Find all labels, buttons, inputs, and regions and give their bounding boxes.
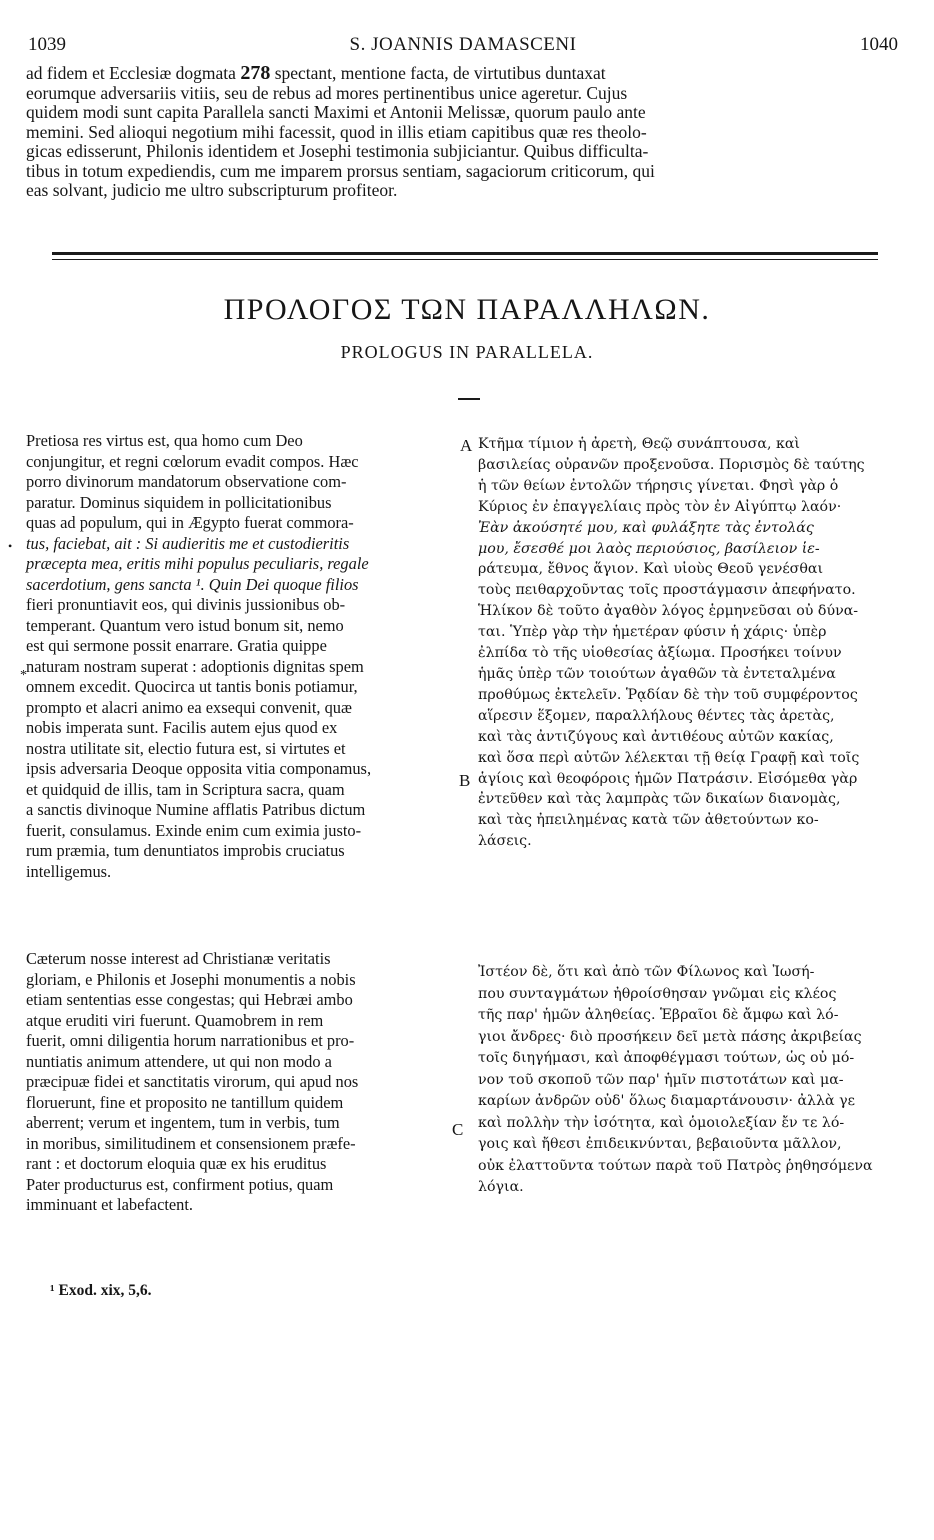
greek-line: λάσεις.: [478, 833, 532, 850]
greek-line: καρίων ἀνδρῶν οὐδ' ὅλως διαμαρτάνουσιν· ἀλλὰ γε: [478, 1093, 855, 1109]
latin-line: conjungitur, et regni cœlorum evadit compos. Hæc: [26, 451, 359, 471]
intro-line-text: spectant, mentione facta, de virtutibus duntaxat: [274, 63, 606, 83]
greek-line: καὶ τὰς ἀντιζύγους καὶ ἀντιθέους αὐτῶν κακίας,: [478, 728, 834, 745]
greek-line: τοῖς διηγήμασι, καὶ ἀποφθέγμασι τούτων, ὡς οὐ μό-: [478, 1050, 855, 1066]
section-divider-thick: [52, 252, 878, 255]
latin-line: naturam nostram superat : adoptionis dignitas spem: [26, 656, 364, 676]
greek-paragraph-2: [478, 962, 908, 1199]
intro-line: [26, 64, 898, 84]
latin-line: ipsis adversaria Deoque opposita vitia componamus,: [26, 759, 372, 778]
greek-line: τοὺς πειθαρχοῦντας τοῖς προστάγμασιν ἀπεφήνατο.: [478, 582, 856, 599]
latin-line: est qui sermone possit enarrare. Gratia quippe: [26, 636, 327, 655]
greek-line: Κτῆμα τίμιον ἡ ἀρετὴ, Θεῷ συνάπτουσα, καὶ: [478, 436, 800, 452]
greek-line: ἁγίοις καὶ θεοφόροις ἡμῶν Πατράσιν. Εἰσόμεθα γὰρ: [478, 770, 858, 787]
greek-line: καὶ πολλὴν τὴν ἰσότητα, καὶ ὁμοιολεξίαν ἔν τε λό-: [478, 1114, 845, 1131]
greek-line: Ἡλίκον δὲ τοῦτο ἀγαθὸν λόγος ἑρμηνεῦσαι οὐ δύνα-: [478, 603, 859, 620]
intro-paragraph: [26, 64, 898, 201]
intro-line-text: ad fidem et Ecclesiæ dogmata: [26, 63, 236, 83]
latin-line: nobis imperata sunt. Facilis autem ejus quod ex: [26, 718, 338, 737]
latin-line: nuntiatis animum attendere, ut qui non modo a: [26, 1051, 332, 1071]
greek-line: Ἰστέον δὲ, ὅτι καὶ ἀπὸ τῶν Φίλωνος καὶ Ἰωσή-: [478, 964, 815, 980]
greek-line: καὶ ὅσα περὶ αὐτῶν λέλεκται τῇ θείᾳ Γραφῇ καὶ τοῖς: [478, 749, 860, 766]
greek-paragraph-1: [478, 434, 908, 852]
latin-line: fieri pronuntiavit eos, qui divinis jussionibus ob-: [26, 595, 346, 614]
latin-line: etiam sententias esse congestas; qui Hebræi ambo: [26, 990, 353, 1009]
greek-line: γοις καὶ ἤθεσι ἐπιδεικνύνται, βεβαιοῦντα μᾶλλον,: [478, 1136, 842, 1152]
latin-line: præcepta mea, eritis mihi populus peculiaris, regale: [26, 554, 369, 573]
intro-line: gicas edisserunt, Philonis identidem et Josephi testimonia subjiciantur. Quibus difficulta-: [26, 141, 649, 161]
latin-line: aberrent; verum et ingentem, tum in verbis, tum: [26, 1113, 340, 1132]
section-divider-thin: [52, 259, 878, 260]
latin-line: fuerit, consulamus. Exinde enim cum eximia justo-: [26, 820, 362, 840]
greek-line: ἡ τῶν θείων ἐντολῶν τήρησις γίνεται. Φησὶ γὰρ ὁ: [478, 477, 839, 494]
greek-title: ΠΡΟΛΟΓΟΣ ΤΩΝ ΠΑΡΑΛΛΗΛΩΝ.: [223, 293, 711, 326]
greek-line: τῆς παρ' ἡμῶν ἀληθείας. Ἑβραῖοι δὲ ἄμφω καὶ λό-: [478, 1007, 839, 1023]
greek-line: μου, ἔσεσθέ μοι λαὸς περιούσιος, βασίλειον ἱε-: [478, 540, 820, 557]
section-marker-b: B: [459, 771, 471, 790]
marginal-number: 278: [240, 62, 271, 84]
margin-dot: •: [8, 539, 13, 553]
latin-paragraph-1: [26, 431, 456, 882]
greek-line: που συνταγμάτων ἠθροίσθησαν γνῶμαι εἰς κλέος: [478, 985, 837, 1002]
latin-line: omnem excedit. Quocirca ut tantis bonis potiamur,: [26, 677, 358, 696]
latin-line: paratur. Dominus siquidem in pollicitationibus: [26, 492, 332, 512]
page-header: [28, 34, 898, 62]
running-title: S. JOANNIS DAMASCENI: [349, 34, 577, 55]
latin-line: quas ad populum, qui in Ægypto fuerat commora-: [26, 513, 354, 532]
greek-line: Κύριος ἐν ἐπαγγελίαις πρὸς τὸν ἐν Αἰγύπτῳ λαόν·: [478, 498, 842, 515]
latin-line: gloriam, e Philonis et Josephi monumentis a nobis: [26, 969, 356, 989]
greek-line: γιοι ἄνδρες· διὸ προσήκειν δεῖ μετὰ πάσης ἀκριβείας: [478, 1028, 862, 1045]
margin-asterisk: *: [20, 668, 27, 683]
greek-line: οὐκ ἐλαττοῦντα τούτων παρὰ τοῦ Πατρὸς ῥηθησόμενα: [478, 1157, 873, 1174]
greek-line: ράτευμα, ἔθνος ἅγιον. Καὶ υἱοὺς Θεοῦ γενέσθαι: [478, 561, 824, 578]
intro-line: eorumque adversariis vitiis, seu de rebus ad mores pertinentibus unice ageretur. Cujus: [26, 82, 628, 103]
latin-line: temperant. Quantum vero istud bonum sit, nemo: [26, 615, 344, 635]
greek-line: ἐλπίδα τὸ τῆς υἱοθεσίας ἀξίωμα. Προσήκει τοίνυν: [478, 645, 842, 662]
latin-line: imminuant et labefactent.: [26, 1195, 194, 1214]
greek-line: προθύμως ἐκτελεῖν. Ῥᾳδίαν δὲ τὴν τοῦ συμφέροντος: [478, 686, 858, 703]
latin-line: nostra utilitate sit, electio futura est, si virtutes et: [26, 738, 346, 758]
intro-line: memini. Sed alioqui negotium mihi facessit, quod in illis etiam capitibus quæ res theolo-: [26, 121, 647, 142]
greek-line: ἐντεῦθεν καὶ τὰς λαμπρὰς τῶν δικαίων διανομὰς,: [478, 791, 841, 808]
latin-title: PROLOGUS IN PARALLELA.: [340, 342, 594, 362]
title-short-rule: [458, 398, 480, 400]
latin-line: Pater producturus est, confirment potius, quam: [26, 1174, 334, 1194]
latin-line: Pretiosa res virtus est, qua homo cum Deo: [26, 431, 303, 450]
greek-line: λόγια.: [478, 1179, 524, 1195]
latin-line: porro divinorum mandatorum observatione com-: [26, 472, 347, 491]
intro-line: tibus in totum expediendis, cum me imparem prorsus sentiam, sagaciorum criticorum, qui: [26, 160, 655, 181]
latin-line: Cæterum nosse interest ad Christianæ veritatis: [26, 949, 331, 968]
latin-line: a sanctis divinoque Numine afflatis Patribus dictum: [26, 800, 366, 819]
latin-line: præcipuæ fidei et sanctitatis virorum, qui apud nos: [26, 1072, 359, 1091]
column-number-right: 1040: [860, 34, 898, 55]
latin-line: rant : et doctorum eloquia quæ ex his eruditus: [26, 1154, 327, 1173]
intro-line: quidem modi sunt capita Parallela sancti Maximi et Antonii Melissæ, quorum paulo ante: [26, 102, 646, 122]
latin-line: tus, faciebat, ait : Si audieritis me et custodieritis: [26, 533, 350, 553]
latin-paragraph-2: [26, 949, 456, 1216]
latin-line: et quidquid de illis, tam in Scriptura sacra, quam: [26, 779, 345, 799]
greek-line: Ἐὰν ἀκούσητέ μου, καὶ φυλάξητε τὰς ἐντολάς: [478, 519, 814, 536]
section-marker-a: A: [460, 436, 473, 455]
greek-line: καὶ τὰς ἠπειλημένας κατὰ τῶν ἀθετούντων κο-: [478, 812, 819, 829]
intro-line: eas solvant, judicio me ultro subscripturum profiteor.: [26, 180, 398, 200]
section-marker-c: C: [452, 1120, 464, 1139]
latin-line: floruerunt, fine et proposito ne tantillum quidem: [26, 1092, 344, 1112]
greek-line: αἵρεσιν ἕξομεν, παραλλήλους θέντες τὰς ἀρετὰς,: [478, 707, 835, 724]
greek-line: ἡμᾶς ὑπὲρ τῶν τοιούτων ἀγαθῶν τὰ ἐντεταλμένα: [478, 665, 836, 682]
latin-line: prompto et alacri animo ea exsequi convenit, quæ: [26, 697, 352, 717]
footnote: ¹ Exod. xix, 5,6.: [50, 1282, 152, 1299]
latin-line: fuerit, omni diligentia horum narrationibus et pro-: [26, 1031, 355, 1050]
greek-line: ται. Ὑπὲρ γὰρ τὴν ἡμετέραν φύσιν ἡ χάρις· ὑπὲρ: [478, 624, 827, 641]
latin-line: rum præmia, tum denuntiatos improbis cruciatus: [26, 841, 345, 860]
latin-line: intelligemus.: [26, 861, 112, 881]
greek-line: βασιλείας οὐρανῶν προξενοῦσα. Πορισμὸς δὲ ταύτης: [478, 456, 865, 473]
latin-line: in moribus, similitudinem et consensionem præfe-: [26, 1133, 356, 1153]
latin-line: sacerdotium, gens sancta ¹. Quin Dei quoque filios: [26, 574, 359, 594]
column-number-left: 1039: [28, 34, 66, 55]
greek-line: νον τοῦ σκοποῦ τῶν παρ' ἡμῖν πιστοτάτων καὶ μα-: [478, 1071, 844, 1088]
latin-line: atque eruditi viri fuerunt. Quamobrem in rem: [26, 1010, 324, 1030]
